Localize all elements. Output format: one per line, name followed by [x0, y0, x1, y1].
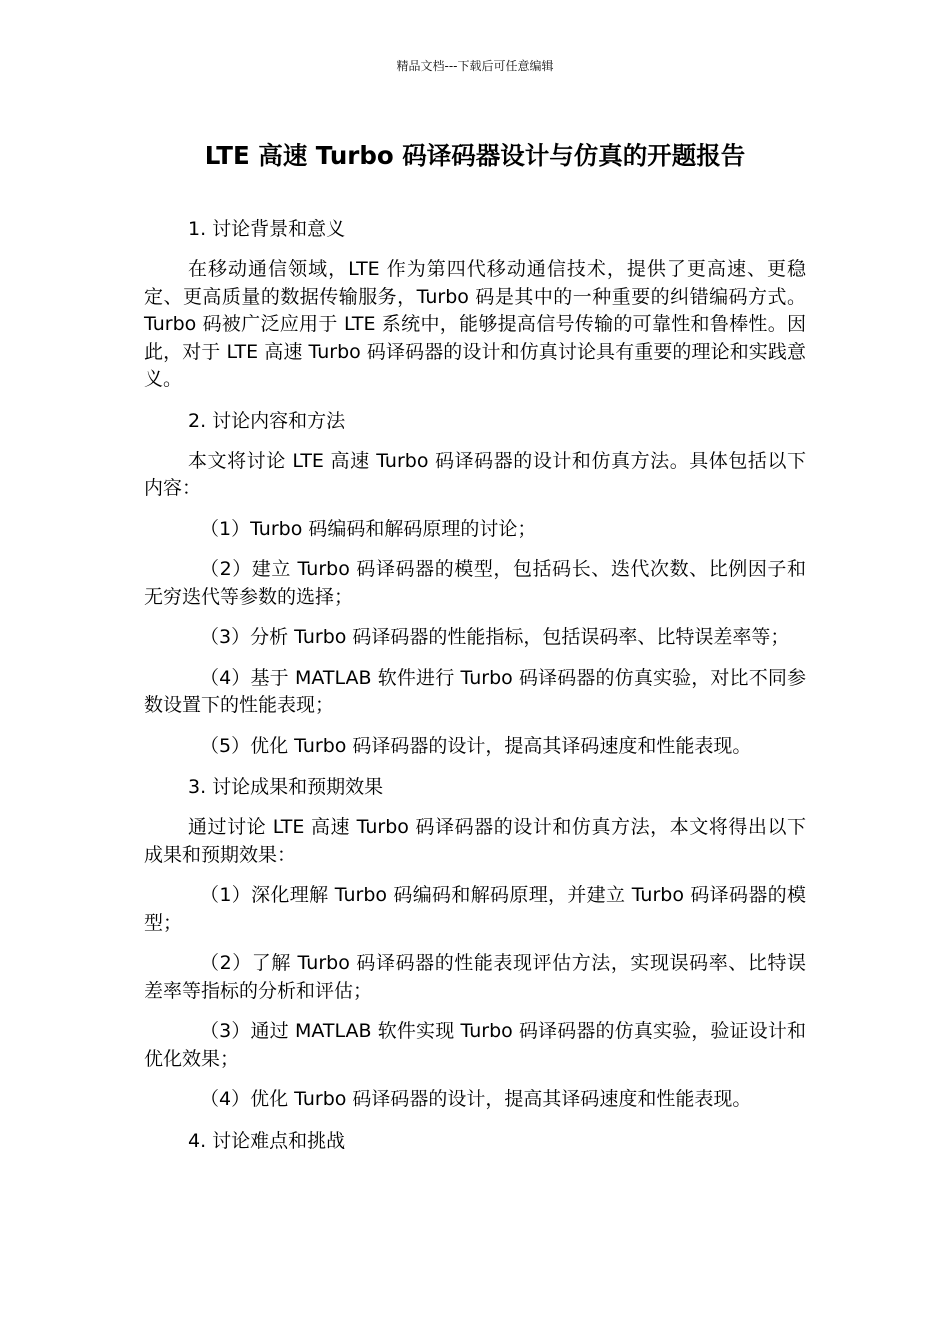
header-note: 精品文档---下载后可任意编辑 — [396, 59, 554, 73]
list-item: （5）优化 Turbo 码译码器的设计，提高其译码速度和性能表现。 — [200, 734, 752, 757]
list-item: （1）Turbo 码编码和解码原理的讨论； — [200, 517, 537, 540]
section-heading-4: 4. 讨论难点和挑战 — [188, 1129, 346, 1152]
paragraph-content-intro: 本文将讨论 LTE 高速 Turbo 码译码器的设计和仿真方法。具体包括以下内容： — [144, 449, 806, 499]
paragraph-results-intro: 通过讨论 LTE 高速 Turbo 码译码器的设计和仿真方法，本文将得出以下成果和预期效果： — [144, 816, 806, 866]
section-heading-2: 2. 讨论内容和方法 — [188, 409, 346, 432]
list-item: （2）建立 Turbo 码译码器的模型，包括码长、迭代次数、比例因子和无穷迭代等参数的选择； — [144, 558, 806, 608]
list-item: （3）分析 Turbo 码译码器的性能指标，包括误码率、比特误差率等； — [200, 626, 790, 648]
list-item: （2）了解 Turbo 码译码器的性能表现评估方法，实现误码率、比特误差率等指标的分析和评估； — [144, 952, 806, 1002]
list-item: （1）深化理解 Turbo 码编码和解码原理，并建立 Turbo 码译码器的模型； — [144, 884, 806, 934]
list-item: （3）通过 MATLAB 软件实现 Turbo 码译码器的仿真实验，验证设计和优化效果； — [144, 1020, 806, 1070]
paragraph-background: 在移动通信领域，LTE 作为第四代移动通信技术，提供了更高速、更稳定、更高质量的数据传输服务，Turbo 码是其中的一种重要的纠错编码方式。Turbo 码被广泛应用于 LTE 系统中，能够提高信号传输的可靠性和鲁棒性。因此，对于 LTE 高速 Turbo 码译码器的设计和仿真讨论具有重要的理论和实践意义。 — [144, 258, 806, 390]
document-title: LTE 高速 Turbo 码译码器设计与仿真的开题报告 — [204, 141, 746, 170]
list-item: （4）基于 MATLAB 软件进行 Turbo 码译码器的仿真实验，对比不同参数设置下的性能表现； — [144, 666, 806, 716]
section-heading-3: 3. 讨论成果和预期效果 — [188, 776, 384, 798]
section-heading-1: 1. 讨论背景和意义 — [188, 218, 346, 240]
list-item: （4）优化 Turbo 码译码器的设计，提高其译码速度和性能表现。 — [200, 1088, 752, 1110]
document-body — [144, 215, 806, 1168]
